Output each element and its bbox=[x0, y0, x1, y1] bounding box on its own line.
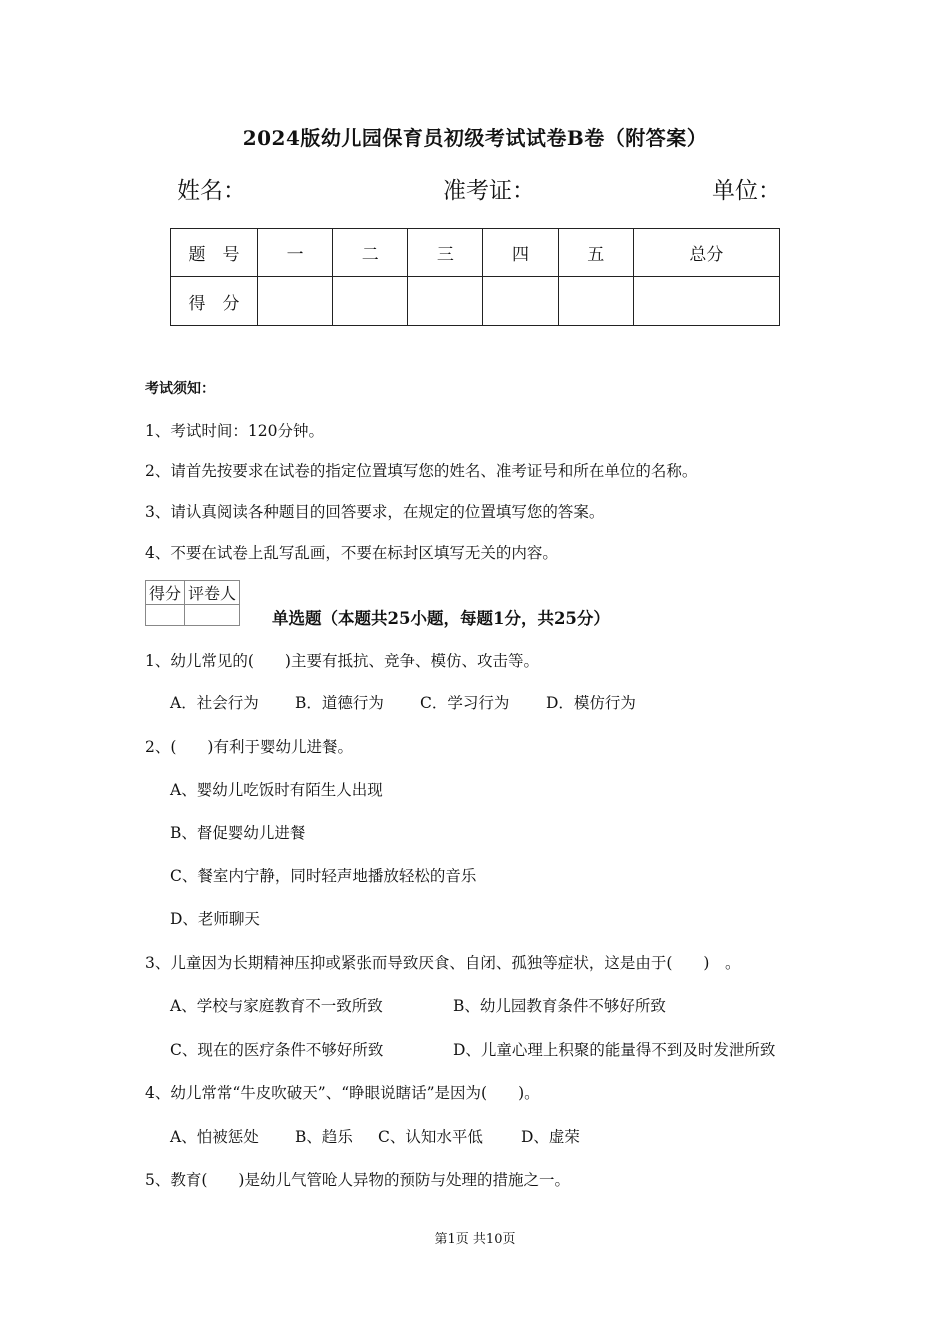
question-stem: 2、( )有利于婴幼儿进餐。 bbox=[145, 738, 353, 756]
page-footer: 第1页 共10页 bbox=[434, 1232, 516, 1247]
option: D、虚荣 bbox=[521, 1128, 580, 1146]
option: C、现在的医疗条件不够好所致 bbox=[170, 1041, 384, 1059]
option: A、学校与家庭教育不一致所致 bbox=[170, 997, 383, 1015]
option: D、老师聊天 bbox=[170, 910, 260, 928]
question-stem: 1、幼儿常见的( )主要有抵抗、竞争、模仿、攻击等。 bbox=[145, 652, 539, 670]
document-title: 2024版幼儿园保育员初级考试试卷B卷（附答案） bbox=[242, 126, 708, 150]
option: A．社会行为 bbox=[170, 694, 259, 712]
score-table bbox=[170, 228, 780, 326]
option: D．模仿行为 bbox=[546, 694, 636, 712]
unit-label: 单位： bbox=[712, 178, 781, 204]
instruction-item: 1、考试时间：120分钟。 bbox=[145, 422, 324, 440]
score-cell bbox=[258, 277, 333, 326]
option: A、怕被惩处 bbox=[170, 1128, 259, 1146]
score-cell bbox=[558, 277, 633, 326]
option: B．道德行为 bbox=[295, 694, 384, 712]
instruction-item: 3、请认真阅读各种题目的回答要求，在规定的位置填写您的答案。 bbox=[145, 503, 605, 521]
score-row-label: 得 分 bbox=[171, 277, 258, 326]
option: D、儿童心理上积聚的能量得不到及时发泄所致 bbox=[453, 1041, 776, 1059]
option: C．学习行为 bbox=[420, 694, 510, 712]
score-header-cell: 五 bbox=[558, 229, 633, 277]
score-header-cell: 三 bbox=[408, 229, 483, 277]
option: A、婴幼儿吃饭时有陌生人出现 bbox=[170, 781, 383, 799]
grader-name-label: 评卷人 bbox=[185, 581, 240, 605]
instructions-heading: 考试须知： bbox=[145, 381, 215, 397]
grader-score-cell bbox=[146, 605, 185, 626]
grader-name-cell bbox=[185, 605, 240, 626]
score-header-cell: 总分 bbox=[633, 229, 779, 277]
section-heading: 单选题（本题共25小题，每题1分，共25分） bbox=[272, 609, 610, 628]
score-cell bbox=[483, 277, 558, 326]
score-table-score-row bbox=[171, 277, 780, 326]
exam-id-label: 准考证： bbox=[443, 178, 535, 204]
instruction-item: 2、请首先按要求在试卷的指定位置填写您的姓名、准考证号和所在单位的名称。 bbox=[145, 462, 698, 480]
score-header-cell: 题 号 bbox=[171, 229, 258, 277]
question-stem: 4、幼儿常常“牛皮吹破天”、“睁眼说瞎话”是因为( )。 bbox=[145, 1084, 540, 1102]
name-label: 姓名： bbox=[177, 178, 246, 204]
option: B、趋乐 bbox=[295, 1128, 353, 1146]
question-stem: 3、儿童因为长期精神压抑或紧张而导致厌食、自闭、孤独等症状，这是由于( ) 。 bbox=[145, 954, 741, 972]
option: B、督促婴幼儿进餐 bbox=[170, 824, 306, 842]
instruction-item: 4、不要在试卷上乱写乱画，不要在标封区填写无关的内容。 bbox=[145, 544, 558, 562]
option: C、认知水平低 bbox=[378, 1128, 483, 1146]
option: C、餐室内宁静，同时轻声地播放轻松的音乐 bbox=[170, 867, 477, 885]
grader-box bbox=[145, 580, 240, 626]
score-header-cell: 一 bbox=[258, 229, 333, 277]
score-cell bbox=[333, 277, 408, 326]
score-cell bbox=[408, 277, 483, 326]
score-table-header-row bbox=[171, 229, 780, 277]
score-header-cell: 四 bbox=[483, 229, 558, 277]
score-cell bbox=[633, 277, 779, 326]
option: B、幼儿园教育条件不够好所致 bbox=[453, 997, 666, 1015]
question-stem: 5、教育( )是幼儿气管呛人异物的预防与处理的措施之一。 bbox=[145, 1171, 570, 1189]
grader-score-label: 得分 bbox=[146, 581, 185, 605]
score-header-cell: 二 bbox=[333, 229, 408, 277]
